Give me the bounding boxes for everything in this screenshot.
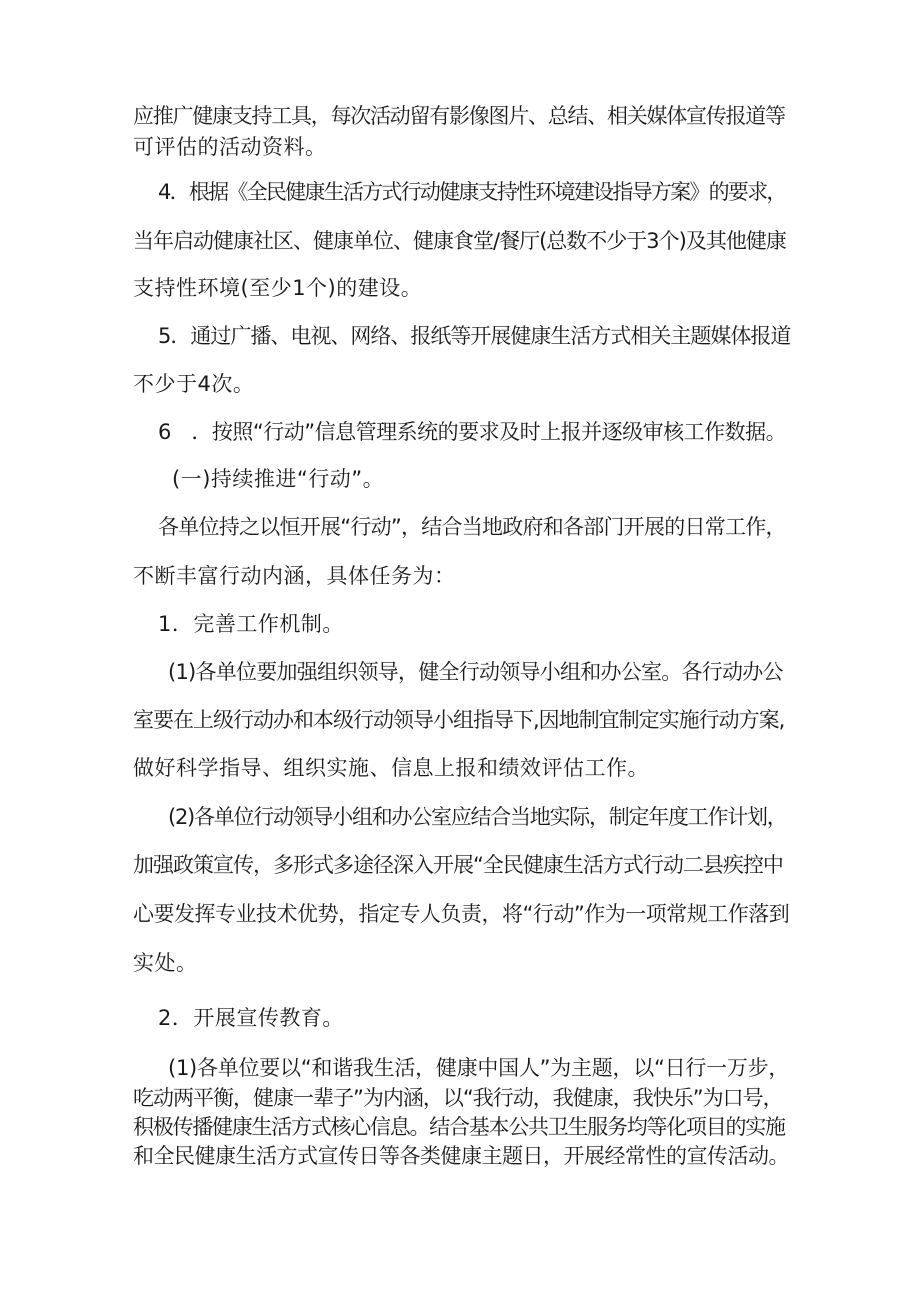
task-heading-2: 2．开展宣传教育。 [158, 1006, 344, 1030]
paragraph-line: 和全民健康生活方式宣传日等各类健康主题日，开展经常性的宣传活动。 [133, 1144, 789, 1168]
paragraph-line: 当年启动健康社区、健康单位、健康食堂/餐厅(总数不少于3个)及其他健康 [133, 229, 786, 253]
section-heading: (一)持续推进“行动”。 [172, 467, 385, 491]
paragraph-line: 加强政策宣传，多形式多途径深入开展“全民健康生活方式行动二县疾控中 [133, 853, 783, 877]
paragraph-line: 各单位持之以恒开展“行动”，结合当地政府和各部门开展的日常工作， [158, 515, 786, 539]
paragraph-line: 不少于4次。 [133, 372, 255, 396]
paragraph-line: 不断丰富行动内涵，具体任务为： [133, 564, 456, 588]
paragraph-line: (1)各单位要以“和谐我生活，健康中国人”为主题，以“日行一万步， [168, 1056, 790, 1080]
paragraph-line: 吃动两平衡，健康一辈子”为内涵，以“我行动，我健康，我快乐”为口号， [133, 1086, 783, 1110]
list-item-6: 6 ．按照“行动”信息管理系统的要求及时上报并逐级审核工作数据。 [158, 420, 787, 444]
paragraph-line: (1)各单位要加强组织领导，健全行动领导小组和办公室。各行动办公 [168, 660, 783, 684]
paragraph-line: 做好科学指导、组织实施、信息上报和绩效评估工作。 [133, 756, 649, 780]
paragraph-line: 可评估的活动资料。 [133, 135, 327, 159]
paragraph-line: (2)各单位行动领导小组和办公室应结合当地实际，制定年度工作计划， [168, 805, 787, 829]
list-item-5: 5．通过广播、电视、网络、报纸等开展健康生活方式相关主题媒体报道 [158, 324, 791, 348]
paragraph-line: 心要发挥专业技术优势，指定专人负责，将“行动”作为一项常规工作落到 [133, 902, 790, 926]
paragraph-line: 实处。 [133, 951, 198, 975]
list-item-4: 4．根据《全民健康生活方式行动健康支持性环境建设指导方案》的要求， [158, 180, 786, 204]
paragraph-line: 支持性环境(至少1个)的建设。 [133, 276, 423, 300]
paragraph-line: 积极传播健康生活方式核心信息。结合基本公共卫生服务均等化项目的实施 [133, 1115, 785, 1139]
task-heading-1: 1．完善工作机制。 [158, 612, 344, 636]
paragraph-line: 室要在上级行动办和本级行动领导小组指导下,因地制宜制定实施行动方案, [133, 708, 785, 732]
paragraph-line: 应推广健康支持工具，每次活动留有影像图片、总结、相关媒体宣传报道等 [133, 104, 785, 128]
